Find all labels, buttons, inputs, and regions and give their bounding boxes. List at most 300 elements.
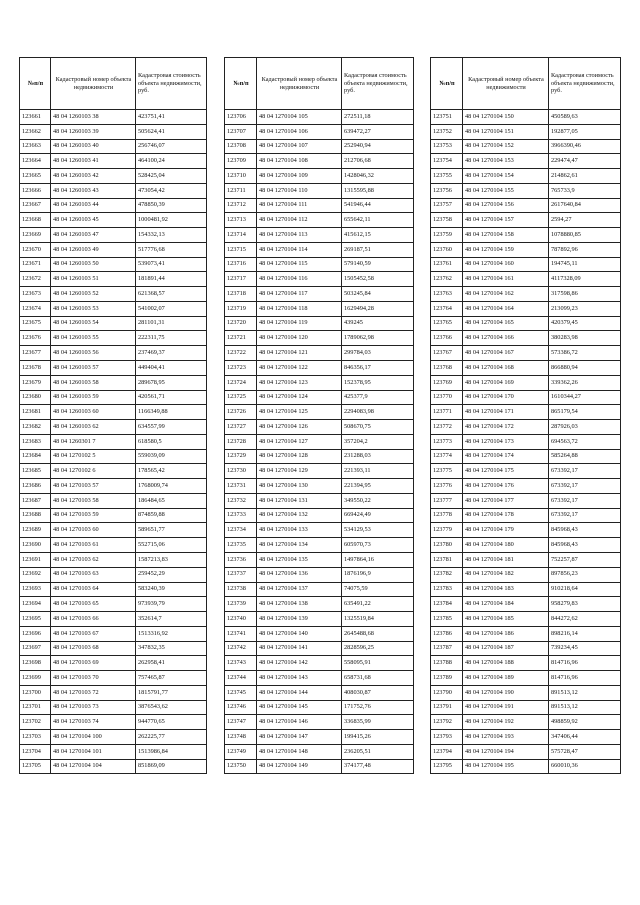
- cell-num: 123780: [431, 538, 463, 553]
- cell-cost: 589651,77: [136, 523, 207, 538]
- table-row: [431, 346, 621, 361]
- cell-kadnum: 48 04 1260103 40: [51, 139, 136, 154]
- cell-cost: 222311,75: [136, 331, 207, 346]
- table-row: [225, 759, 414, 774]
- cell-kadnum: 48 04 1270104 134: [257, 538, 342, 553]
- table-row: [431, 641, 621, 656]
- cell-cost: 299784,03: [342, 346, 414, 361]
- cell-cost: 478850,39: [136, 198, 207, 213]
- cell-cost: 573386,72: [549, 346, 621, 361]
- cell-num: 123756: [431, 183, 463, 198]
- cell-num: 123709: [225, 154, 257, 169]
- cell-cost: 178565,42: [136, 464, 207, 479]
- cell-kadnum: 48 04 1270103 74: [51, 715, 136, 730]
- table-row: [20, 301, 207, 316]
- cell-kadnum: 48 04 1270104 173: [463, 434, 549, 449]
- cell-kadnum: 48 04 1270104 183: [463, 582, 549, 597]
- cell-kadnum: 48 04 1270103 72: [51, 685, 136, 700]
- table-row: [431, 612, 621, 627]
- cell-kadnum: 48 04 1270104 107: [257, 139, 342, 154]
- cell-num: 123763: [431, 287, 463, 302]
- cell-cost: 845968,43: [549, 538, 621, 553]
- cell-kadnum: 48 04 1270104 141: [257, 641, 342, 656]
- cell-cost: 814716,96: [549, 671, 621, 686]
- header-num: №п/п: [225, 58, 257, 110]
- cell-num: 123768: [431, 361, 463, 376]
- cell-cost: 944770,65: [136, 715, 207, 730]
- cell-kadnum: 48 04 1270104 164: [463, 301, 549, 316]
- cell-cost: 579140,59: [342, 257, 414, 272]
- cell-kadnum: 48 04 1270104 162: [463, 287, 549, 302]
- cell-num: 123720: [225, 316, 257, 331]
- cell-cost: 199415,26: [342, 730, 414, 745]
- cell-kadnum: 48 04 1270104 111: [257, 198, 342, 213]
- table-row: [225, 449, 414, 464]
- cell-kadnum: 48 04 1270104 158: [463, 228, 549, 243]
- cell-num: 123668: [20, 213, 51, 228]
- cell-cost: 673392,17: [549, 508, 621, 523]
- cell-num: 123682: [20, 420, 51, 435]
- cell-kadnum: 48 04 1270102 5: [51, 449, 136, 464]
- cell-num: 123760: [431, 242, 463, 257]
- cell-kadnum: 48 04 1270104 185: [463, 612, 549, 627]
- cell-kadnum: 48 04 1260103 38: [51, 110, 136, 125]
- cell-num: 123685: [20, 464, 51, 479]
- cell-cost: 1315595,88: [342, 183, 414, 198]
- table-row: [431, 744, 621, 759]
- cadastral-table-3: [430, 57, 621, 774]
- table-header-row: [225, 58, 414, 110]
- cell-kadnum: 48 04 1270104 130: [257, 479, 342, 494]
- cell-num: 123743: [225, 656, 257, 671]
- cell-cost: 213099,23: [549, 301, 621, 316]
- table-row: [20, 316, 207, 331]
- table-row: [431, 759, 621, 774]
- cell-kadnum: 48 04 1270103 60: [51, 523, 136, 538]
- cell-cost: 423751,41: [136, 110, 207, 125]
- cell-cost: 1513316,92: [136, 626, 207, 641]
- cell-cost: 2828596,25: [342, 641, 414, 656]
- cell-num: 123694: [20, 597, 51, 612]
- table-row: [225, 479, 414, 494]
- table-row: [431, 316, 621, 331]
- cell-num: 123670: [20, 242, 51, 257]
- table-row: [225, 110, 414, 125]
- table-row: [20, 272, 207, 287]
- table-row: [431, 154, 621, 169]
- table-row: [431, 582, 621, 597]
- cell-cost: 256746,07: [136, 139, 207, 154]
- cell-cost: 425377,9: [342, 390, 414, 405]
- cell-kadnum: 48 04 1270104 153: [463, 154, 549, 169]
- table-row: [431, 331, 621, 346]
- cell-cost: 289678,95: [136, 375, 207, 390]
- cell-num: 123795: [431, 759, 463, 774]
- cell-num: 123707: [225, 124, 257, 139]
- cell-cost: 973939,79: [136, 597, 207, 612]
- cell-num: 123712: [225, 198, 257, 213]
- cell-cost: 505624,41: [136, 124, 207, 139]
- cell-num: 123759: [431, 228, 463, 243]
- cell-kadnum: 48 04 1270104 161: [463, 272, 549, 287]
- table-row: [225, 567, 414, 582]
- cell-num: 123666: [20, 183, 51, 198]
- cell-num: 123689: [20, 523, 51, 538]
- cell-cost: 281101,31: [136, 316, 207, 331]
- cell-cost: 958279,83: [549, 597, 621, 612]
- cell-cost: 739234,45: [549, 641, 621, 656]
- cell-cost: 752257,87: [549, 552, 621, 567]
- cell-kadnum: 48 04 1260103 56: [51, 346, 136, 361]
- cell-num: 123752: [431, 124, 463, 139]
- cell-num: 123715: [225, 242, 257, 257]
- cell-num: 123667: [20, 198, 51, 213]
- cell-cost: 669424,49: [342, 508, 414, 523]
- cell-cost: 503245,84: [342, 287, 414, 302]
- cell-kadnum: 48 04 1270103 59: [51, 508, 136, 523]
- cell-kadnum: 48 04 1270104 176: [463, 479, 549, 494]
- table-row: [431, 538, 621, 553]
- cell-num: 123661: [20, 110, 51, 125]
- cell-kadnum: 48 04 1270103 62: [51, 552, 136, 567]
- table-row: [20, 700, 207, 715]
- header-cost: Кадастровая стоимость объекта недвижимости, руб.: [342, 58, 414, 110]
- cell-cost: 846356,17: [342, 361, 414, 376]
- cell-num: 123747: [225, 715, 257, 730]
- cell-kadnum: 48 04 1270104 117: [257, 287, 342, 302]
- table-row: [431, 405, 621, 420]
- cell-cost: 541002,07: [136, 301, 207, 316]
- cell-kadnum: 48 04 1260103 51: [51, 272, 136, 287]
- cell-kadnum: 48 04 1260103 41: [51, 154, 136, 169]
- cell-cost: 262225,77: [136, 730, 207, 745]
- cell-kadnum: 48 04 1270104 139: [257, 612, 342, 627]
- cell-kadnum: 48 04 1270104 148: [257, 744, 342, 759]
- cell-num: 123794: [431, 744, 463, 759]
- cell-num: 123755: [431, 169, 463, 184]
- cell-num: 123672: [20, 272, 51, 287]
- cell-num: 123749: [225, 744, 257, 759]
- header-num: №п/п: [20, 58, 51, 110]
- cell-kadnum: 48 04 1270104 119: [257, 316, 342, 331]
- cell-kadnum: 48 04 1260103 39: [51, 124, 136, 139]
- table-row: [225, 139, 414, 154]
- cell-cost: 415612,15: [342, 228, 414, 243]
- cell-cost: 2594,27: [549, 213, 621, 228]
- table-row: [20, 375, 207, 390]
- table-row: [20, 626, 207, 641]
- cell-cost: 910218,64: [549, 582, 621, 597]
- cell-kadnum: 48 04 1260103 50: [51, 257, 136, 272]
- cell-kadnum: 48 04 1270104 114: [257, 242, 342, 257]
- cell-num: 123776: [431, 479, 463, 494]
- cell-num: 123783: [431, 582, 463, 597]
- cell-kadnum: 48 04 1270104 105: [257, 110, 342, 125]
- cell-num: 123675: [20, 316, 51, 331]
- cell-cost: 336835,99: [342, 715, 414, 730]
- cell-kadnum: 48 04 1270104 154: [463, 169, 549, 184]
- cell-num: 123680: [20, 390, 51, 405]
- cell-cost: 2617640,84: [549, 198, 621, 213]
- cell-num: 123762: [431, 272, 463, 287]
- cell-kadnum: 48 04 1270104 145: [257, 700, 342, 715]
- cell-num: 123741: [225, 626, 257, 641]
- table-row: [20, 552, 207, 567]
- cell-kadnum: 48 04 1260103 58: [51, 375, 136, 390]
- cell-cost: 186484,65: [136, 493, 207, 508]
- cell-cost: 439245: [342, 316, 414, 331]
- cell-kadnum: 48 04 1270104 108: [257, 154, 342, 169]
- cell-kadnum: 48 04 1270103 61: [51, 538, 136, 553]
- cell-kadnum: 48 04 1270104 181: [463, 552, 549, 567]
- cell-num: 123788: [431, 656, 463, 671]
- cell-num: 123708: [225, 139, 257, 154]
- cell-cost: 212706,68: [342, 154, 414, 169]
- cell-kadnum: 48 04 1270104 155: [463, 183, 549, 198]
- cell-cost: 347832,35: [136, 641, 207, 656]
- cell-cost: 517776,68: [136, 242, 207, 257]
- table-row: [431, 730, 621, 745]
- cell-num: 123679: [20, 375, 51, 390]
- table-row: [431, 700, 621, 715]
- cell-kadnum: 48 04 1270104 187: [463, 641, 549, 656]
- cell-cost: 408030,87: [342, 685, 414, 700]
- cell-kadnum: 48 04 1270104 137: [257, 582, 342, 597]
- table-row: [20, 597, 207, 612]
- table-row: [20, 582, 207, 597]
- cell-num: 123778: [431, 508, 463, 523]
- cell-cost: 1629494,28: [342, 301, 414, 316]
- cell-num: 123785: [431, 612, 463, 627]
- cell-kadnum: 48 04 1260103 49: [51, 242, 136, 257]
- header-cost: Кадастровая стоимость объекта недвижимости, руб.: [136, 58, 207, 110]
- cell-kadnum: 48 04 1270104 113: [257, 228, 342, 243]
- table-row: [431, 597, 621, 612]
- cell-cost: 865179,54: [549, 405, 621, 420]
- table-row: [20, 228, 207, 243]
- cell-num: 123764: [431, 301, 463, 316]
- cell-cost: 1587213,83: [136, 552, 207, 567]
- cell-kadnum: 48 04 1260103 52: [51, 287, 136, 302]
- cell-cost: 2645488,68: [342, 626, 414, 641]
- cell-cost: 673392,17: [549, 479, 621, 494]
- cell-kadnum: 48 04 1270104 129: [257, 464, 342, 479]
- table-row: [225, 346, 414, 361]
- cell-num: 123713: [225, 213, 257, 228]
- cell-num: 123701: [20, 700, 51, 715]
- cell-kadnum: 48 04 1270104 116: [257, 272, 342, 287]
- cell-kadnum: 48 04 1270104 159: [463, 242, 549, 257]
- cell-kadnum: 48 04 1260103 60: [51, 405, 136, 420]
- cell-cost: 349550,22: [342, 493, 414, 508]
- table-row: [431, 567, 621, 582]
- cell-num: 123771: [431, 405, 463, 420]
- cell-num: 123664: [20, 154, 51, 169]
- cell-num: 123676: [20, 331, 51, 346]
- cell-num: 123758: [431, 213, 463, 228]
- header-kadnum: Кадастровый номер объекта недвижимости: [51, 58, 136, 110]
- cell-cost: 272511,18: [342, 110, 414, 125]
- cell-cost: 814716,96: [549, 656, 621, 671]
- table-row: [225, 612, 414, 627]
- cell-cost: 1497864,16: [342, 552, 414, 567]
- cell-cost: 252940,94: [342, 139, 414, 154]
- table-row: [225, 390, 414, 405]
- cell-kadnum: 48 04 1270104 132: [257, 508, 342, 523]
- cell-cost: 891513,12: [549, 685, 621, 700]
- cell-num: 123725: [225, 390, 257, 405]
- cell-cost: 694563,72: [549, 434, 621, 449]
- cell-kadnum: 48 04 1270104 146: [257, 715, 342, 730]
- table-row: [431, 523, 621, 538]
- table-row: [431, 198, 621, 213]
- cell-num: 123700: [20, 685, 51, 700]
- cell-cost: 262958,41: [136, 656, 207, 671]
- cell-kadnum: 48 04 1270104 120: [257, 331, 342, 346]
- table-row: [20, 169, 207, 184]
- table-row: [20, 139, 207, 154]
- table-row: [225, 730, 414, 745]
- cell-num: 123791: [431, 700, 463, 715]
- cell-kadnum: 48 04 1270104 126: [257, 420, 342, 435]
- cell-kadnum: 48 04 1270104 140: [257, 626, 342, 641]
- table-header-row: [431, 58, 621, 110]
- cell-kadnum: 48 04 1270104 112: [257, 213, 342, 228]
- table-row: [225, 420, 414, 435]
- cell-cost: 866880,94: [549, 361, 621, 376]
- header-num: №п/п: [431, 58, 463, 110]
- cell-kadnum: 48 04 1260103 44: [51, 198, 136, 213]
- header-kadnum: Кадастровый номер объекта недвижимости: [463, 58, 549, 110]
- cell-num: 123674: [20, 301, 51, 316]
- table-row: [431, 493, 621, 508]
- cell-num: 123748: [225, 730, 257, 745]
- table-row: [225, 272, 414, 287]
- cell-num: 123735: [225, 538, 257, 553]
- table-row: [431, 139, 621, 154]
- cell-cost: 3876543,62: [136, 700, 207, 715]
- cell-num: 123681: [20, 405, 51, 420]
- cell-kadnum: 48 04 1270104 167: [463, 346, 549, 361]
- table-row: [20, 493, 207, 508]
- cell-num: 123742: [225, 641, 257, 656]
- cell-cost: 552715,06: [136, 538, 207, 553]
- cell-cost: 634557,99: [136, 420, 207, 435]
- table-row: [225, 183, 414, 198]
- cell-cost: 1428046,32: [342, 169, 414, 184]
- cell-kadnum: 48 04 1270104 142: [257, 656, 342, 671]
- cell-cost: 845968,43: [549, 523, 621, 538]
- table-row: [431, 169, 621, 184]
- table-row: [225, 154, 414, 169]
- cell-kadnum: 48 04 1270102 6: [51, 464, 136, 479]
- table-row: [431, 375, 621, 390]
- cell-cost: 1000481,92: [136, 213, 207, 228]
- cell-cost: 539073,41: [136, 257, 207, 272]
- table-row: [225, 287, 414, 302]
- cell-cost: 192877,05: [549, 124, 621, 139]
- cell-num: 123777: [431, 493, 463, 508]
- table-row: [225, 301, 414, 316]
- cell-kadnum: 48 04 1270104 138: [257, 597, 342, 612]
- cell-kadnum: 48 04 1260103 55: [51, 331, 136, 346]
- cell-num: 123684: [20, 449, 51, 464]
- cell-kadnum: 48 04 1270104 195: [463, 759, 549, 774]
- cell-num: 123754: [431, 154, 463, 169]
- cell-kadnum: 48 04 1270104 104: [51, 759, 136, 774]
- cell-num: 123751: [431, 110, 463, 125]
- cell-kadnum: 48 04 1260103 47: [51, 228, 136, 243]
- cell-num: 123734: [225, 523, 257, 538]
- cell-cost: 891513,12: [549, 700, 621, 715]
- cell-cost: 317598,86: [549, 287, 621, 302]
- cell-num: 123719: [225, 301, 257, 316]
- table-row: [20, 656, 207, 671]
- cell-cost: 171752,76: [342, 700, 414, 715]
- cell-kadnum: 48 04 1270104 100: [51, 730, 136, 745]
- cell-num: 123731: [225, 479, 257, 494]
- table-row: [225, 582, 414, 597]
- cell-kadnum: 48 04 1270104 182: [463, 567, 549, 582]
- cell-num: 123786: [431, 626, 463, 641]
- table-row: [20, 183, 207, 198]
- cell-cost: 269187,51: [342, 242, 414, 257]
- table-row: [225, 523, 414, 538]
- cell-kadnum: 48 04 1270103 73: [51, 700, 136, 715]
- cell-cost: 605970,73: [342, 538, 414, 553]
- cell-kadnum: 48 04 1270104 193: [463, 730, 549, 745]
- cell-kadnum: 48 04 1270104 131: [257, 493, 342, 508]
- cell-cost: 534129,53: [342, 523, 414, 538]
- cell-num: 123793: [431, 730, 463, 745]
- cell-cost: 259452,29: [136, 567, 207, 582]
- cell-cost: 508670,75: [342, 420, 414, 435]
- cell-num: 123738: [225, 582, 257, 597]
- cell-num: 123792: [431, 715, 463, 730]
- cell-cost: 1505452,58: [342, 272, 414, 287]
- cell-kadnum: 48 04 1270104 123: [257, 375, 342, 390]
- cell-num: 123704: [20, 744, 51, 759]
- table-row: [20, 420, 207, 435]
- cell-num: 123665: [20, 169, 51, 184]
- table-row: [20, 361, 207, 376]
- cell-num: 123688: [20, 508, 51, 523]
- cell-cost: 765733,9: [549, 183, 621, 198]
- cell-kadnum: 48 04 1270104 175: [463, 464, 549, 479]
- cell-cost: 464100,24: [136, 154, 207, 169]
- table-row: [20, 744, 207, 759]
- cell-num: 123690: [20, 538, 51, 553]
- table-row: [225, 213, 414, 228]
- cell-num: 123671: [20, 257, 51, 272]
- cell-num: 123774: [431, 449, 463, 464]
- cell-num: 123662: [20, 124, 51, 139]
- cell-kadnum: 48 04 1260103 59: [51, 390, 136, 405]
- table-row: [225, 685, 414, 700]
- table-row: [431, 390, 621, 405]
- cell-num: 123726: [225, 405, 257, 420]
- cell-cost: 618580,5: [136, 434, 207, 449]
- table-row: [431, 257, 621, 272]
- cell-cost: 897856,23: [549, 567, 621, 582]
- cell-cost: 449404,41: [136, 361, 207, 376]
- table-row: [431, 287, 621, 302]
- table-row: [20, 612, 207, 627]
- table-header-row: [20, 58, 207, 110]
- cell-num: 123678: [20, 361, 51, 376]
- cell-kadnum: 48 04 1270104 152: [463, 139, 549, 154]
- table-row: [20, 715, 207, 730]
